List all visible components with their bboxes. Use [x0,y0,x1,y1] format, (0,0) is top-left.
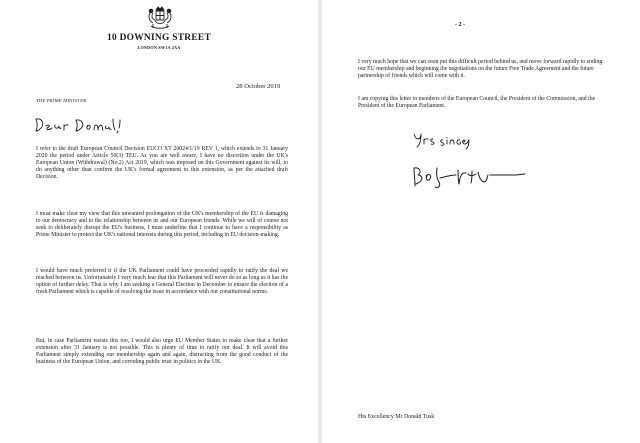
paragraph-5: I very much hope that we can soon put this difficult period behind us, and move forward rapidly to ending our EU membership and beginning the negotiations on the future Free Trade Agreement and the future partnership of friends which will come with it. [358,59,603,80]
letterhead-title: 10 DOWNING STREET [106,33,212,43]
handwritten-salutation [34,116,124,134]
page-number: - 2 - [455,22,465,28]
paragraph-6: I am copying this letter to members of the European Council, the President of the Commission, and the President of the European Parliament. [358,96,596,110]
paragraph-4: But, in case Parliament resists this too, I would also urge EU Member States to make clear that a further extension after 31 January is not possible. This is plenty of time to ratify our deal. It will avoid this Parliament simply extending our membership again and again, distracting from the good conduct of the business of the European Union, and corroding public trust in politics in the UK. [36,338,288,366]
paragraph-1: I refer to the draft European Council Decision EUCO XT 20024/1/19 REV 1, which extends to 31 January 2020 the period under Article 50(3) TEU. As you are well aware, I have no discretion under the UK's European Union (Withdrawal) (No.2) Act 2019, which was imposed on this Government against its will, to do anything other than confirm the UK's formal agreement to this extension, as per the attached draft Decision. [36,146,288,181]
letterhead-address: LONDON SW1A 2AA [137,45,181,50]
letter-page-1 [0,0,318,443]
paragraph-3: I would have much preferred it if the UK Parliament could have proceeded rapidly to ratify the deal we reached between us. Unfortunately I very much fear that this Parliament will never do so as long as it has the option of further delay. That is why I am seeking a General Election in December to ensure the election of a fresh Parliament which is capable of resolving the issue in accordance with our constitutional norms. [36,268,288,296]
paragraph-2: I must make clear my view that this unwanted prolongation of the UK's membership of the EU is damaging to our democracy and to the relationship between us and our European friends. While we will of course not seek to deliberately disrupt the EU's business, I must underline that I continue to have a responsibility as Prime Minister to protect the UK's national interests during this period, including in EU decision-making. [36,211,288,239]
royal-coat-of-arms-icon [145,4,175,32]
letter-date: 28 October 2019 [236,83,281,90]
handwritten-signature [410,164,528,190]
handwritten-closing [412,131,472,151]
letter-page-2 [322,0,640,443]
sender-title: THE PRIME MINISTER [36,98,87,103]
recipient-name: His Excellency Mr Donald Tusk [358,414,435,420]
